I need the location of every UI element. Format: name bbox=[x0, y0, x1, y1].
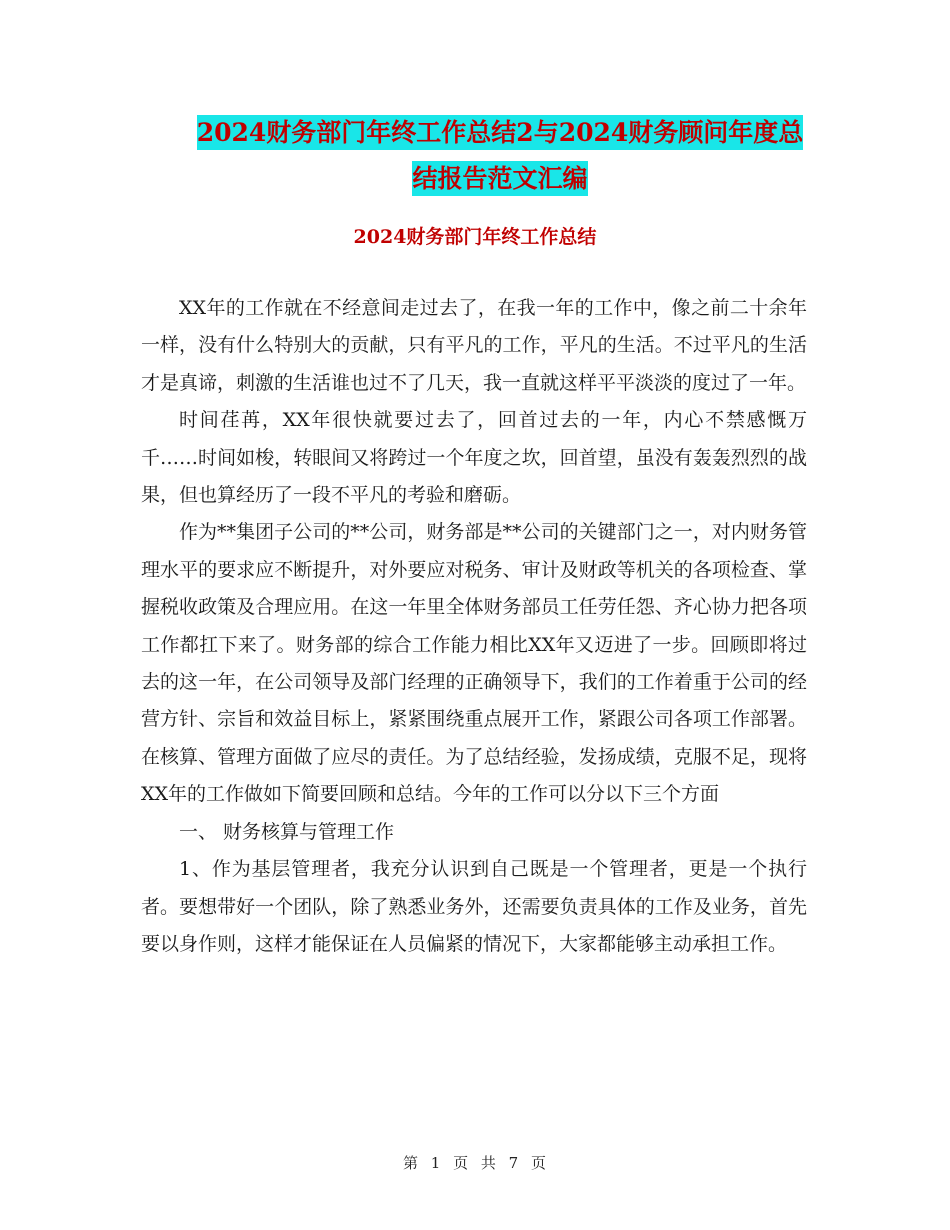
paragraph: 1、作为基层管理者，我充分认识到自己既是一个管理者，更是一个执行者。要想带好一个团队，除了熟悉业务外，还需要负责具体的工作及业务，首先要以身作则，这样才能保证在人员偏紧的情况下，大家都能够主动承担工作。 bbox=[141, 858, 807, 955]
title-line-2: 结报告范文汇编 bbox=[412, 161, 587, 196]
page-footer: 第 1 页 共 7 页 bbox=[403, 1154, 547, 1172]
paragraph: 作为**集团子公司的**公司，财务部是**公司的关键部门之一，对内财务管理水平的要求应不断提升，对外要应对税务、审计及财政等机关的各项检查、掌握税收政策及合理应用。在这一年里全体财务部员工任劳任怨、齐心协力把各项工作都扛下来了。财务部的综合工作能力相比XX年又迈进了一步。回顾即将过去的这一年，在公司领导及部门经理的正确领导下，我们的工作着重于公司的经营方针、宗旨和效益目标上，紧紧围绕重点展开工作，紧跟公司各项工作部署。在核算、管理方面做了应尽的责任。为了总结经验，发扬成绩，克服不足，现将XX年的工作做如下简要回顾和总结。今年的工作可以分以下三个方面 bbox=[141, 521, 807, 806]
document-title bbox=[140, 110, 860, 202]
title-line-1: 2024财务部门年终工作总结2与2024财务顾问年度总 bbox=[197, 115, 804, 150]
body-text bbox=[141, 290, 807, 963]
paragraph: XX年的工作就在不经意间走过去了，在我一年的工作中，像之前二十余年一样，没有什么特别大的贡献，只有平凡的工作，平凡的生活。不过平凡的生活才是真谛，刺激的生活谁也过不了几天，我一直就这样平平淡淡的度过了一年。 bbox=[141, 297, 807, 394]
paragraph: 时间荏苒，XX年很快就要过去了，回首过去的一年，内心不禁感慨万千……时间如梭，转眼间又将跨过一个年度之坎，回首望，虽没有轰轰烈烈的战果，但也算经历了一段不平凡的考验和磨砺。 bbox=[141, 409, 807, 507]
section-title: 2024财务部门年终工作总结 bbox=[353, 226, 597, 248]
subheading: 一、 财务核算与管理工作 bbox=[179, 820, 395, 843]
